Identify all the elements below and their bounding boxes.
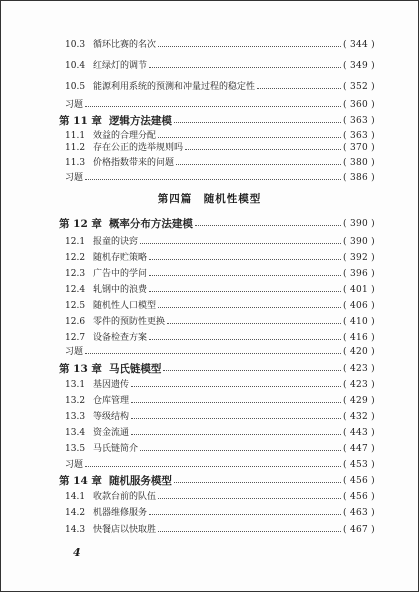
leader-dots (131, 386, 341, 387)
toc-entry[interactable] (65, 316, 375, 328)
page-ref: ( 447 ) (342, 444, 375, 454)
leader-dots (174, 122, 341, 123)
toc-entry[interactable] (65, 268, 375, 280)
toc-exercises[interactable] (65, 346, 375, 358)
section-title: 能源利用系统的预测和冲量过程的稳定性 (93, 82, 256, 92)
toc-entry[interactable] (65, 443, 375, 455)
chapter-number: 第 13 章 (59, 363, 102, 375)
toc-entry[interactable] (65, 524, 375, 536)
leader-dots (149, 275, 341, 276)
toc-entry[interactable] (65, 60, 375, 72)
page-ref: ( 380 ) (342, 158, 375, 168)
page-ref: ( 406 ) (342, 301, 375, 311)
leader-dots (131, 402, 341, 403)
exercises-title: 习题 (65, 100, 84, 110)
leader-dots (131, 418, 341, 419)
leader-dots (195, 225, 341, 226)
leader-dots (149, 67, 341, 68)
toc-entry[interactable] (65, 507, 375, 519)
section-title: 设备检查方案 (93, 333, 148, 343)
section-title: 马氏链简介 (93, 444, 139, 454)
page-ref: ( 432 ) (342, 412, 375, 422)
toc-entry[interactable] (65, 379, 375, 391)
toc-chapter[interactable] (59, 474, 375, 488)
section-number: 12.2 (65, 253, 86, 263)
section-number: 11.1 (65, 131, 86, 141)
page-ref: ( 410 ) (342, 317, 375, 327)
leader-dots (85, 466, 341, 467)
toc-entry[interactable] (65, 142, 375, 154)
page-ref: ( 386 ) (342, 173, 375, 183)
section-title: 价格指数带来的问题 (93, 158, 175, 168)
toc-exercises[interactable] (65, 99, 375, 111)
toc-entry[interactable] (65, 284, 375, 296)
leader-dots (185, 149, 341, 150)
section-title: 仓库管理 (93, 396, 130, 406)
section-number: 13.1 (65, 380, 86, 390)
leader-dots (85, 179, 341, 180)
toc-entry[interactable] (65, 332, 375, 344)
toc-entry[interactable] (65, 491, 375, 503)
page-ref: ( 456 ) (342, 492, 375, 502)
section-title: 循环比赛的名次 (93, 40, 157, 50)
section-number: 14.3 (65, 525, 86, 535)
section-title: 效益的合理分配 (93, 131, 157, 141)
exercises-title: 习题 (65, 347, 84, 357)
leader-dots (158, 46, 341, 47)
leader-dots (167, 323, 341, 324)
section-title: 随机存贮策略 (93, 253, 148, 263)
section-title: 机器维修服务 (93, 508, 148, 518)
section-title: 收款台前的队伍 (93, 492, 157, 502)
page-ref: ( 390 ) (342, 219, 375, 229)
leader-dots (131, 434, 341, 435)
chapter-number: 第 11 章 (59, 115, 102, 127)
toc-chapter[interactable] (59, 114, 375, 128)
section-title: 轧钢中的浪费 (93, 285, 148, 295)
section-title: 零件的预防性更换 (93, 317, 166, 327)
page-ref: ( 392 ) (342, 253, 375, 263)
page-ref: ( 443 ) (342, 428, 375, 438)
section-number: 10.5 (65, 82, 86, 92)
section-number: 10.4 (65, 61, 86, 71)
section-title: 广告中的学问 (93, 269, 148, 279)
leader-dots (140, 243, 341, 244)
section-title: 红绿灯的调节 (93, 61, 148, 71)
exercises-title: 习题 (65, 173, 84, 183)
section-number: 13.5 (65, 444, 86, 454)
leader-dots (163, 370, 341, 371)
exercises-title: 习题 (65, 460, 84, 470)
page-ref: ( 429 ) (342, 396, 375, 406)
page-ref: ( 352 ) (342, 82, 375, 92)
toc-entry[interactable] (65, 130, 375, 142)
leader-dots (140, 450, 341, 451)
toc-chapter[interactable] (59, 362, 375, 376)
page-ref: ( 363 ) (342, 116, 375, 126)
leader-dots (176, 164, 341, 165)
chapter-number: 第 14 章 (59, 475, 102, 487)
section-number: 14.1 (65, 492, 86, 502)
chapter-title: 马氏链模型 (108, 363, 162, 375)
section-number: 11.3 (65, 158, 86, 168)
chapter-number: 第 12 章 (59, 218, 102, 230)
toc-entry[interactable] (65, 252, 375, 264)
leader-dots (158, 531, 341, 532)
leader-dots (149, 259, 341, 260)
toc-entry[interactable] (65, 411, 375, 423)
page-ref: ( 423 ) (342, 380, 375, 390)
page-ref: ( 390 ) (342, 237, 375, 247)
section-title: 报童的诀窍 (93, 237, 139, 247)
leader-dots (174, 482, 341, 483)
section-number: 11.2 (65, 143, 86, 153)
leader-dots (158, 498, 341, 499)
section-number: 12.1 (65, 237, 86, 247)
leader-dots (149, 291, 341, 292)
toc-chapter[interactable] (59, 217, 375, 231)
toc-exercises[interactable] (65, 459, 375, 471)
page-ref: ( 416 ) (342, 333, 375, 343)
toc-entry[interactable] (65, 395, 375, 407)
page-ref: ( 401 ) (342, 285, 375, 295)
leader-dots (149, 514, 341, 515)
part-heading: 第四篇 随机性模型 (157, 193, 262, 205)
toc-entry[interactable] (65, 157, 375, 169)
page-ref: ( 423 ) (342, 364, 375, 374)
leader-dots (85, 106, 341, 107)
section-title: 随机性人口模型 (93, 301, 157, 311)
page-ref: ( 456 ) (342, 476, 375, 486)
leader-dots (85, 353, 341, 354)
toc-entry[interactable] (65, 39, 375, 51)
section-title: 存在公正的选举规则吗 (93, 143, 184, 153)
toc-entry[interactable] (65, 427, 375, 439)
toc-entry[interactable] (65, 81, 375, 93)
page-ref: ( 344 ) (342, 40, 375, 50)
toc-entry[interactable] (65, 300, 375, 312)
page-ref: ( 467 ) (342, 525, 375, 535)
page-ref: ( 396 ) (342, 269, 375, 279)
section-number: 10.3 (65, 40, 86, 50)
leader-dots (149, 339, 341, 340)
section-title: 快餐店以快取胜 (93, 525, 157, 535)
section-number: 12.4 (65, 285, 86, 295)
section-title: 资金流通 (93, 428, 130, 438)
leader-dots (158, 137, 341, 138)
section-number: 12.7 (65, 333, 86, 343)
chapter-title: 随机服务模型 (108, 475, 172, 487)
chapter-title: 逻辑方法建模 (108, 115, 172, 127)
toc-entry[interactable] (65, 236, 375, 248)
leader-dots (158, 307, 341, 308)
section-title: 等级结构 (93, 412, 130, 422)
section-number: 12.3 (65, 269, 86, 279)
section-number: 12.5 (65, 301, 86, 311)
page-number: 4 (73, 546, 81, 559)
page-ref: ( 349 ) (342, 61, 375, 71)
page-ref: ( 463 ) (342, 508, 375, 518)
toc-exercises[interactable] (65, 172, 375, 184)
page-ref: ( 370 ) (342, 143, 375, 153)
page-ref: ( 453 ) (342, 460, 375, 470)
chapter-title: 概率分布方法建模 (108, 218, 193, 230)
section-number: 13.3 (65, 412, 86, 422)
page-ref: ( 363 ) (342, 131, 375, 141)
page-ref: ( 360 ) (342, 100, 375, 110)
section-title: 基因遗传 (93, 380, 130, 390)
section-number: 13.2 (65, 396, 86, 406)
section-number: 12.6 (65, 317, 86, 327)
section-number: 13.4 (65, 428, 86, 438)
section-number: 14.2 (65, 508, 86, 518)
page-ref: ( 420 ) (342, 347, 375, 357)
leader-dots (257, 88, 341, 89)
